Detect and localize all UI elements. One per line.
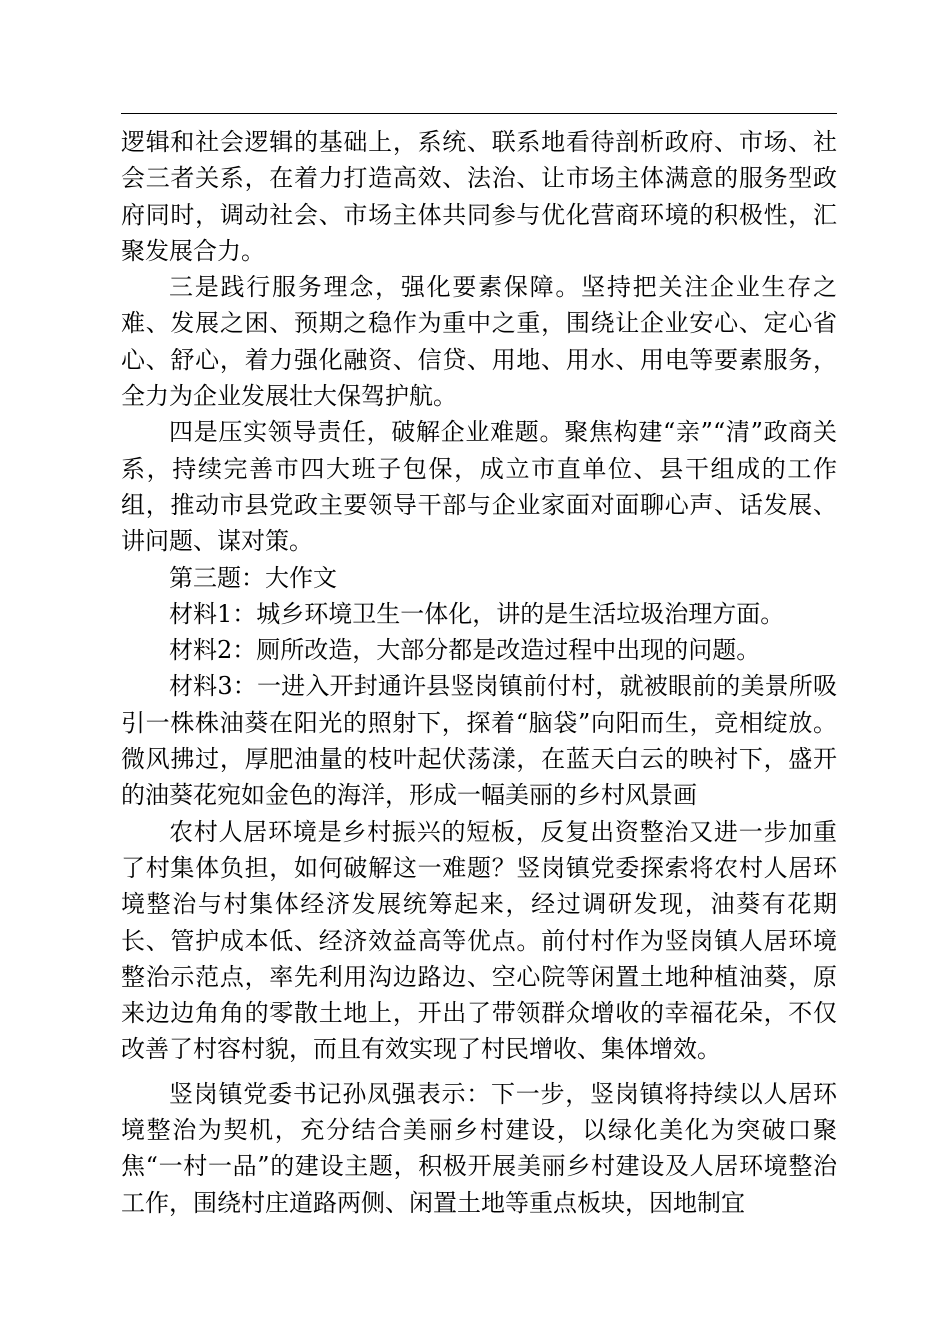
paragraph-rural-environment: 农村人居环境是乡村振兴的短板，反复出资整治又进一步加重了村集体负担，如何破解这一难题？竖岗镇党委探索将农村人居环境整治与村集体经济发展统筹起来，经过调研发现，油葵有花期长、管护成本低、经济效益高等优点。前付村作为竖岗镇人居环境整治示范点，率先利用沟边路边、空心院等闲置土地种植油葵，原来边边角角的零散土地上，开出了带领群众增收的幸福花朵，不仅改善了村容村貌，而且有效实现了村民增收、集体增效。	[121, 817, 837, 1064]
paragraph-material-3: 材料3：一进入开封通许县竖岗镇前付村，就被眼前的美景所吸引一株株油葵在阳光的照射下，探着“脑袋”向阳而生，竞相绽放。微风拂过，厚肥油量的枝叶起伏荡漾，在蓝天白云的映衬下，盛开的油葵花宛如金色的海洋，形成一幅美丽的乡村风景画	[121, 672, 837, 810]
document-body	[121, 124, 837, 1221]
paragraph-point-four: 四是压实领导责任，破解企业难题。聚焦构建“亲”“清”政商关系，持续完善市四大班子包保，成立市直单位、县干组成的工作组，推动市县党政主要领导干部与企业家面对面聊心声、话发展、讲问题、谋对策。	[121, 418, 837, 556]
paragraph-party-secretary: 竖岗镇党委书记孙凤强表示：下一步，竖岗镇将持续以人居环境整治为契机，充分结合美丽乡村建设，以绿化美化为突破口聚焦“一村一品”的建设主题，积极开展美丽乡村建设及人居环境整治工作，围绕村庄道路两侧、闲置土地等重点板块，因地制宜	[121, 1079, 837, 1217]
paragraph-material-1: 材料1：城乡环境卫生一体化，讲的是生活垃圾治理方面。	[169, 599, 785, 628]
header-rule	[121, 113, 837, 114]
paragraph-continuation: 逻辑和社会逻辑的基础上，系统、联系地看待剖析政府、市场、社会三者关系，在着力打造高效、法治、让市场主体满意的服务型政府同时，调动社会、市场主体共同参与优化营商环境的积极性，汇聚发展合力。	[121, 128, 837, 265]
section-heading-question-three: 第三题：大作文	[169, 563, 337, 592]
paragraph-material-2: 材料2：厕所改造，大部分都是改造过程中出现的问题。	[169, 636, 761, 665]
paragraph-point-three: 三是践行服务理念，强化要素保障。坚持把关注企业生存之难、发展之困、预期之稳作为重中之重，围绕让企业安心、定心省心、舒心，着力强化融资、信贷、用地、用水、用电等要素服务，全力为企业发展壮大保驾护航。	[121, 273, 837, 411]
